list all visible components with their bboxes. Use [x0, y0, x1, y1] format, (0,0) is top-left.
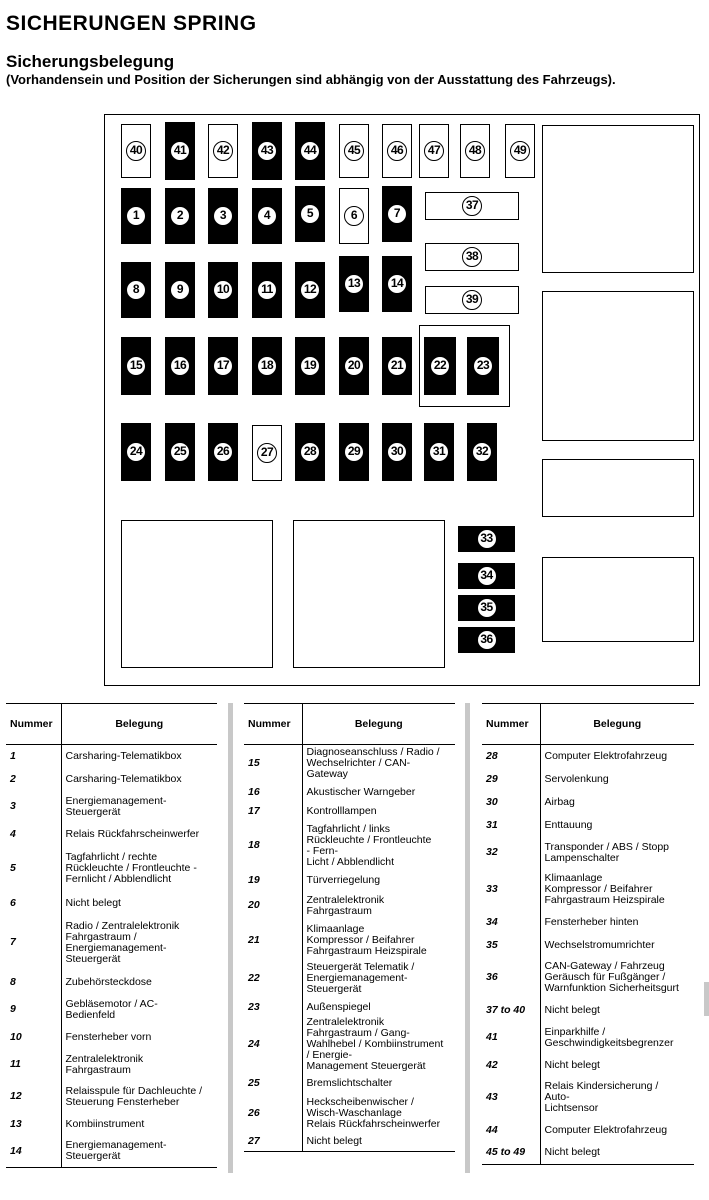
fuse-27 [252, 425, 282, 481]
section-subtitle: Sicherungsbelegung [6, 52, 175, 71]
table-row [244, 1133, 455, 1152]
fuse-8 [121, 262, 151, 318]
table-row [6, 915, 217, 971]
fuse-label: 39 [462, 290, 482, 310]
fuse-33 [458, 526, 515, 552]
fuse-38 [425, 243, 519, 271]
fuse-label: 34 [477, 566, 497, 586]
fuse-label: 24 [126, 442, 146, 462]
table-row [482, 911, 694, 934]
fuse-7 [382, 186, 412, 242]
fuse-assignment: Airbag [544, 795, 575, 808]
fuse-number: 33 [482, 869, 540, 911]
fuse-number: 36 [482, 957, 540, 999]
fuse-5 [295, 186, 325, 242]
fuse-number: 10 [6, 1026, 61, 1049]
relay-right-2 [542, 291, 694, 441]
table-row [244, 802, 455, 821]
fuse-assignment: Tagfahrlicht / links Rückleuchte / Frontleuchte - Fern- Licht / Abblendlicht [306, 822, 432, 868]
fuse-26 [208, 423, 238, 481]
fuse-table-2 [244, 703, 455, 1152]
fuse-12 [295, 262, 325, 318]
fuse-number: 16 [244, 783, 302, 802]
fuse-label: 37 [462, 196, 482, 216]
table-row [482, 745, 694, 768]
fuse-number: 20 [244, 890, 302, 922]
fuse-label: 25 [170, 442, 190, 462]
fuse-39 [425, 286, 519, 314]
fuse-number: 37 to 40 [482, 999, 540, 1022]
fuse-label: 6 [344, 206, 364, 226]
fuse-21 [382, 337, 412, 395]
fuse-assignment: Energiemanagement- Steuergerät [61, 1136, 217, 1168]
table-row [6, 1026, 217, 1049]
fuse-label: 23 [473, 356, 493, 376]
fuse-label: 2 [170, 206, 190, 226]
fuse-label: 48 [465, 141, 485, 161]
fuse-number: 1 [6, 745, 61, 768]
fuse-assignment: Nicht belegt [540, 1142, 694, 1165]
fuse-11 [252, 262, 282, 318]
fuse-number: 23 [244, 998, 302, 1017]
fuse-assignment: Relais Rückfahrscheinwerfer [65, 827, 200, 840]
fuse-number: 2 [6, 768, 61, 791]
fuse-assignment: Nicht belegt [302, 1133, 455, 1152]
fuse-number: 22 [244, 960, 302, 998]
fuse-assignment: Diagnoseanschluss / Radio / Wechselrichter / CAN- Gateway [306, 746, 440, 781]
fuse-number: 26 [244, 1095, 302, 1133]
fuse-assignment: Wechselstromumrichter [544, 938, 655, 951]
fuse-2 [165, 188, 195, 244]
fuse-assignment: Energiemanagement- Steuergerät [65, 794, 167, 818]
fuse-49 [505, 124, 535, 178]
table-row [6, 1113, 217, 1136]
table-row [6, 892, 217, 915]
table-row [244, 1095, 455, 1133]
fuse-label: 31 [429, 442, 449, 462]
fuse-assignment: Radio / Zentralelektronik Fahrgastraum / Energiemanagement- Steuergerät [65, 919, 180, 965]
fuse-number: 43 [482, 1077, 540, 1119]
fuse-45 [339, 124, 369, 178]
table-row [482, 814, 694, 837]
table-row [244, 960, 455, 998]
fuse-assignment: Nicht belegt [544, 1003, 600, 1016]
fuse-number: 3 [6, 791, 61, 823]
table-row [6, 994, 217, 1026]
table-row [6, 1081, 217, 1113]
fuse-label: 30 [387, 442, 407, 462]
fuse-9 [165, 262, 195, 318]
fuse-table-1 [6, 703, 217, 1168]
fuse-label: 21 [387, 356, 407, 376]
fuse-assignment: Einparkhilfe / Geschwindigkeitsbegrenzer [544, 1025, 674, 1049]
fuse-37 [425, 192, 519, 220]
fuse-number: 5 [6, 846, 61, 892]
table-row [482, 957, 694, 999]
table-row [6, 768, 217, 791]
fuse-label: 44 [300, 141, 320, 161]
table-row [244, 998, 455, 1017]
table-row [482, 1142, 694, 1165]
fuse-label: 16 [170, 356, 190, 376]
fuse-label: 42 [213, 141, 233, 161]
table-row [6, 823, 217, 846]
column-separator [465, 703, 470, 1173]
fuse-label: 22 [430, 356, 450, 376]
fuse-assignment: Fensterheber hinten [544, 915, 639, 928]
fuse-label: 20 [344, 356, 364, 376]
fuse-assignment: Computer Elektrofahrzeug [544, 749, 668, 762]
fuse-label: 3 [213, 206, 233, 226]
fuse-label: 36 [477, 630, 497, 650]
table-row [482, 1119, 694, 1142]
table-row [244, 745, 455, 783]
fuse-assignment: Bremslichtschalter [306, 1076, 393, 1089]
fuse-number: 29 [482, 768, 540, 791]
fuse-number: 32 [482, 837, 540, 869]
fuse-20 [339, 337, 369, 395]
fuse-assignment: Zentralelektronik Fahrgastraum [306, 893, 385, 917]
fuse-number: 30 [482, 791, 540, 814]
fuse-label: 38 [462, 247, 482, 267]
fuse-number: 8 [6, 971, 61, 994]
header-assignment: Belegung [540, 704, 694, 745]
table-row [482, 791, 694, 814]
fuse-label: 27 [257, 443, 277, 463]
fuse-label: 14 [387, 274, 407, 294]
fuse-label: 40 [126, 141, 146, 161]
fuse-table-3 [482, 703, 694, 1165]
fuse-assignment: Nicht belegt [544, 1058, 600, 1071]
fuse-41 [165, 122, 195, 180]
fuse-19 [295, 337, 325, 395]
fuse-assignment: Relais Kindersicherung / Auto- Lichtsensor [544, 1080, 659, 1114]
fuse-assignment: Relaisspule für Dachleuchte / Steuerung Fensterheber [65, 1084, 203, 1108]
table-row [244, 1072, 455, 1095]
fuse-number: 14 [6, 1136, 61, 1168]
fuse-assignment: Zubehörsteckdose [65, 975, 152, 988]
page-edge-mark [704, 982, 709, 1016]
fuse-assignment: Carsharing-Telematikbox [65, 749, 182, 762]
fuse-label: 49 [510, 141, 530, 161]
fuse-label: 10 [213, 280, 233, 300]
fuse-number: 6 [6, 892, 61, 915]
fuse-46 [382, 124, 412, 178]
fuse-label: 9 [170, 280, 190, 300]
fuse-label: 17 [213, 356, 233, 376]
fuse-assignment: Gebläsemotor / AC- Bedienfeld [65, 997, 158, 1021]
header-number: Nummer [6, 704, 61, 745]
fuse-assignment: Transponder / ABS / Stopp Lampenschalter [544, 840, 670, 864]
fuse-36 [458, 627, 515, 653]
fuse-assignment: Heckscheibenwischer / Wisch-Waschanlage Relais Rückfahrscheinwerfer [306, 1096, 441, 1130]
fuse-label: 28 [300, 442, 320, 462]
fuse-assignment: Türverriegelung [306, 873, 381, 886]
fuse-number: 25 [244, 1072, 302, 1095]
fuse-box-diagram [104, 114, 700, 686]
fuse-label: 35 [477, 598, 497, 618]
fuse-number: 34 [482, 911, 540, 934]
fuse-number: 45 to 49 [482, 1142, 540, 1165]
fuse-assignment: Kontrolllampen [306, 804, 377, 817]
fuse-number: 24 [244, 1017, 302, 1072]
fuse-label: 33 [477, 529, 497, 549]
fuse-16 [165, 337, 195, 395]
table-row [482, 934, 694, 957]
fuse-28 [295, 423, 325, 481]
fuse-assignment: Nicht belegt [65, 896, 121, 909]
relay-bottom-left [121, 520, 273, 668]
table-row [6, 846, 217, 892]
fuse-number: 28 [482, 745, 540, 768]
fuse-number: 19 [244, 871, 302, 890]
fuse-assignment: Zentralelektronik Fahrgastraum [65, 1052, 144, 1076]
fuse-label: 18 [257, 356, 277, 376]
relay-right-3 [542, 459, 694, 517]
fuse-assignment: Akustischer Warngeber [306, 785, 416, 798]
table-row [6, 791, 217, 823]
fuse-23 [467, 337, 499, 395]
table-row [244, 922, 455, 960]
fuse-number: 11 [6, 1049, 61, 1081]
fuse-assignment: CAN-Gateway / Fahrzeug Geräusch für Fußgänger / Warnfunktion Sicherheitsgurt [544, 960, 679, 994]
fuse-14 [382, 256, 412, 312]
fuse-10 [208, 262, 238, 318]
fuse-assignment: Außenspiegel [306, 1000, 371, 1013]
table-row [6, 1049, 217, 1081]
table-row [6, 745, 217, 768]
table-row [244, 783, 455, 802]
relay-right-4 [542, 557, 694, 642]
table-row [244, 871, 455, 890]
header-assignment: Belegung [302, 704, 455, 745]
fuse-number: 44 [482, 1119, 540, 1142]
table-row [482, 768, 694, 791]
fuse-22 [424, 337, 456, 395]
fuse-number: 42 [482, 1054, 540, 1077]
fuse-label: 11 [257, 280, 277, 300]
fuse-3 [208, 188, 238, 244]
relay-right-1 [542, 125, 694, 273]
fuse-label: 7 [387, 204, 407, 224]
fuse-40 [121, 124, 151, 178]
fuse-label: 32 [472, 442, 492, 462]
fuse-25 [165, 423, 195, 481]
table-row [482, 999, 694, 1022]
fuse-label: 15 [126, 356, 146, 376]
header-assignment: Belegung [61, 704, 217, 745]
fuse-assignment: Servolenkung [544, 772, 609, 785]
table-row [244, 1017, 455, 1072]
fuse-assignment: Computer Elektrofahrzeug [544, 1123, 668, 1136]
fuse-label: 43 [257, 141, 277, 161]
fuse-label: 19 [300, 356, 320, 376]
table-row [482, 837, 694, 869]
fuse-48 [460, 124, 490, 178]
header-number: Nummer [244, 704, 302, 745]
fuse-assignment: Carsharing-Telematikbox [65, 772, 182, 785]
fuse-label: 1 [126, 206, 146, 226]
section-note: (Vorhandensein und Position der Sicherungen sind abhängig von der Ausstattung des Fahrzeugs). [6, 72, 616, 87]
fuse-15 [121, 337, 151, 395]
fuse-24 [121, 423, 151, 481]
fuse-number: 9 [6, 994, 61, 1026]
fuse-assignment: Fensterheber vorn [65, 1030, 152, 1043]
fuse-label: 46 [387, 141, 407, 161]
fuse-number: 21 [244, 922, 302, 960]
fuse-label: 8 [126, 280, 146, 300]
fuse-label: 12 [300, 280, 320, 300]
column-separator [228, 703, 233, 1173]
fuse-number: 4 [6, 823, 61, 846]
table-row [482, 1054, 694, 1077]
fuse-17 [208, 337, 238, 395]
table-row [244, 821, 455, 871]
fuse-number: 7 [6, 915, 61, 971]
relay-bottom-middle [293, 520, 445, 668]
fuse-number: 31 [482, 814, 540, 837]
fuse-42 [208, 124, 238, 178]
fuse-4 [252, 188, 282, 244]
fuse-number: 27 [244, 1133, 302, 1152]
fuse-number: 41 [482, 1022, 540, 1054]
fuse-assignment: Tagfahrlicht / rechte Rückleuchte / Frontleuchte - Fernlicht / Abblendlicht [65, 851, 197, 885]
fuse-35 [458, 595, 515, 621]
fuse-44 [295, 122, 325, 180]
fuse-32 [467, 423, 497, 481]
table-row [482, 1077, 694, 1119]
table-row [244, 890, 455, 922]
fuse-number: 13 [6, 1113, 61, 1136]
fuse-label: 29 [344, 442, 364, 462]
fuse-assignment: Kombiinstrument [65, 1117, 145, 1130]
fuse-assignment: Klimaanlage Kompressor / Beifahrer Fahrgastraum Heizspirale [306, 923, 427, 957]
fuse-number: 18 [244, 821, 302, 871]
table-row [6, 971, 217, 994]
fuse-6 [339, 188, 369, 244]
fuse-43 [252, 122, 282, 180]
fuse-31 [424, 423, 454, 481]
table-row [482, 869, 694, 911]
fuse-1 [121, 188, 151, 244]
fuse-number: 15 [244, 745, 302, 783]
fuse-47 [419, 124, 449, 178]
fuse-assignment: Steuergerät Telematik / Energiemanagement- Steuergerät [306, 961, 415, 995]
fuse-assignment: Enttauung [544, 818, 593, 831]
fuse-label: 45 [344, 141, 364, 161]
fuse-label: 41 [170, 141, 190, 161]
fuse-29 [339, 423, 369, 481]
fuse-label: 26 [213, 442, 233, 462]
header-number: Nummer [482, 704, 540, 745]
table-row [6, 1136, 217, 1168]
fuse-label: 13 [344, 274, 364, 294]
fuse-assignment: Klimaanlage Kompressor / Beifahrer Fahrgastraum Heizspirale [544, 872, 665, 906]
fuse-13 [339, 256, 369, 312]
fuse-label: 5 [300, 204, 320, 224]
fuse-number: 12 [6, 1081, 61, 1113]
fuse-number: 35 [482, 934, 540, 957]
fuse-assignment: Zentralelektronik Fahrgastraum / Gang- Wahlhebel / Kombiinstrument / Energie- Management Steuergerät [306, 1015, 444, 1072]
page-title: SICHERUNGEN SPRING [6, 12, 257, 35]
fuse-18 [252, 337, 282, 395]
fuse-label: 47 [424, 141, 444, 161]
fuse-number: 17 [244, 802, 302, 821]
fuse-30 [382, 423, 412, 481]
table-row [482, 1022, 694, 1054]
fuse-34 [458, 563, 515, 589]
fuse-label: 4 [257, 206, 277, 226]
